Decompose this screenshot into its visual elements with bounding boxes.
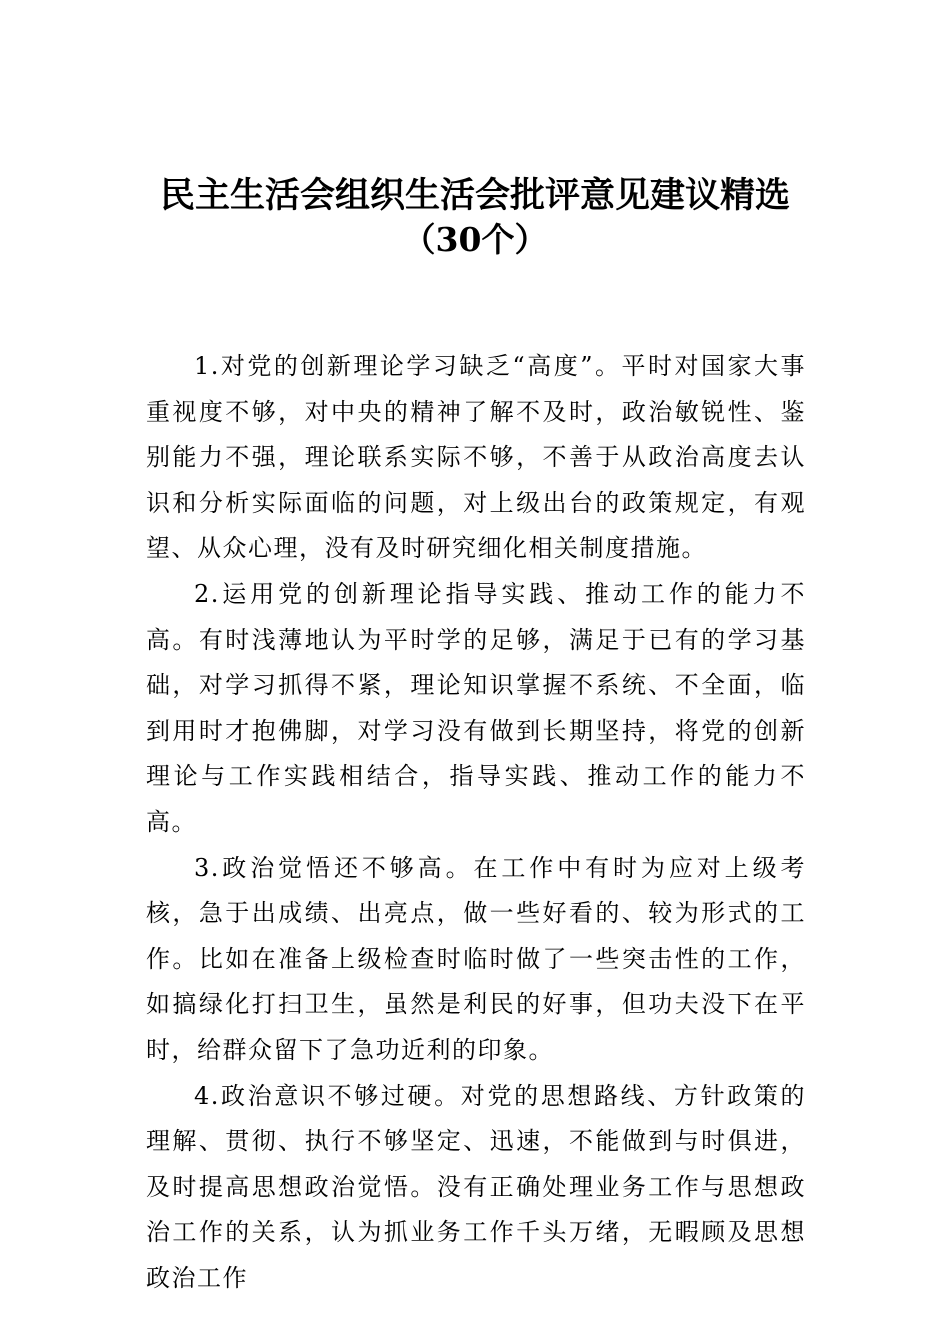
- document-body: [146, 344, 806, 1301]
- paragraph: 4.政治意识不够过硬。对党的思想路线、方针政策的理解、贯彻、执行不够坚定、迅速，不能做到与时俱进，及时提高思想政治觉悟。没有正确处理业务工作与思想政治工作的关系，认为抓业务工作千头万绪，无暇顾及思想政治工作: [146, 1081, 806, 1292]
- document-title: 民主生活会组织生活会批评意见建议精选: [159, 175, 790, 216]
- paragraph: 1.对党的创新理论学习缺乏“高度”。平时对国家大事重视度不够，对中央的精神了解不及时，政治敏锐性、鉴别能力不强，理论联系实际不够，不善于从政治高度去认识和分析实际面临的问题，对上级出台的政策规定，有观望、从众心理，没有及时研究细化相关制度措施。: [146, 352, 806, 563]
- document-subtitle: （30个）: [402, 220, 548, 259]
- paragraph: 3.政治觉悟还不够高。在工作中有时为应对上级考核，急于出成绩、出亮点，做一些好看的、较为形式的工作。比如在准备上级检查时临时做了一些突击性的工作，如搞绿化打扫卫生，虽然是利民的好事，但功夫没下在平时，给群众留下了急功近利的印象。: [146, 853, 806, 1064]
- paragraph: 2.运用党的创新理论指导实践、推动工作的能力不高。有时浅薄地认为平时学的足够，满足于已有的学习基础，对学习抓得不紧，理论知识掌握不系统、不全面，临到用时才抱佛脚，对学习没有做到长期坚持，将党的创新理论与工作实践相结合，指导实践、推动工作的能力不高。: [146, 579, 806, 836]
